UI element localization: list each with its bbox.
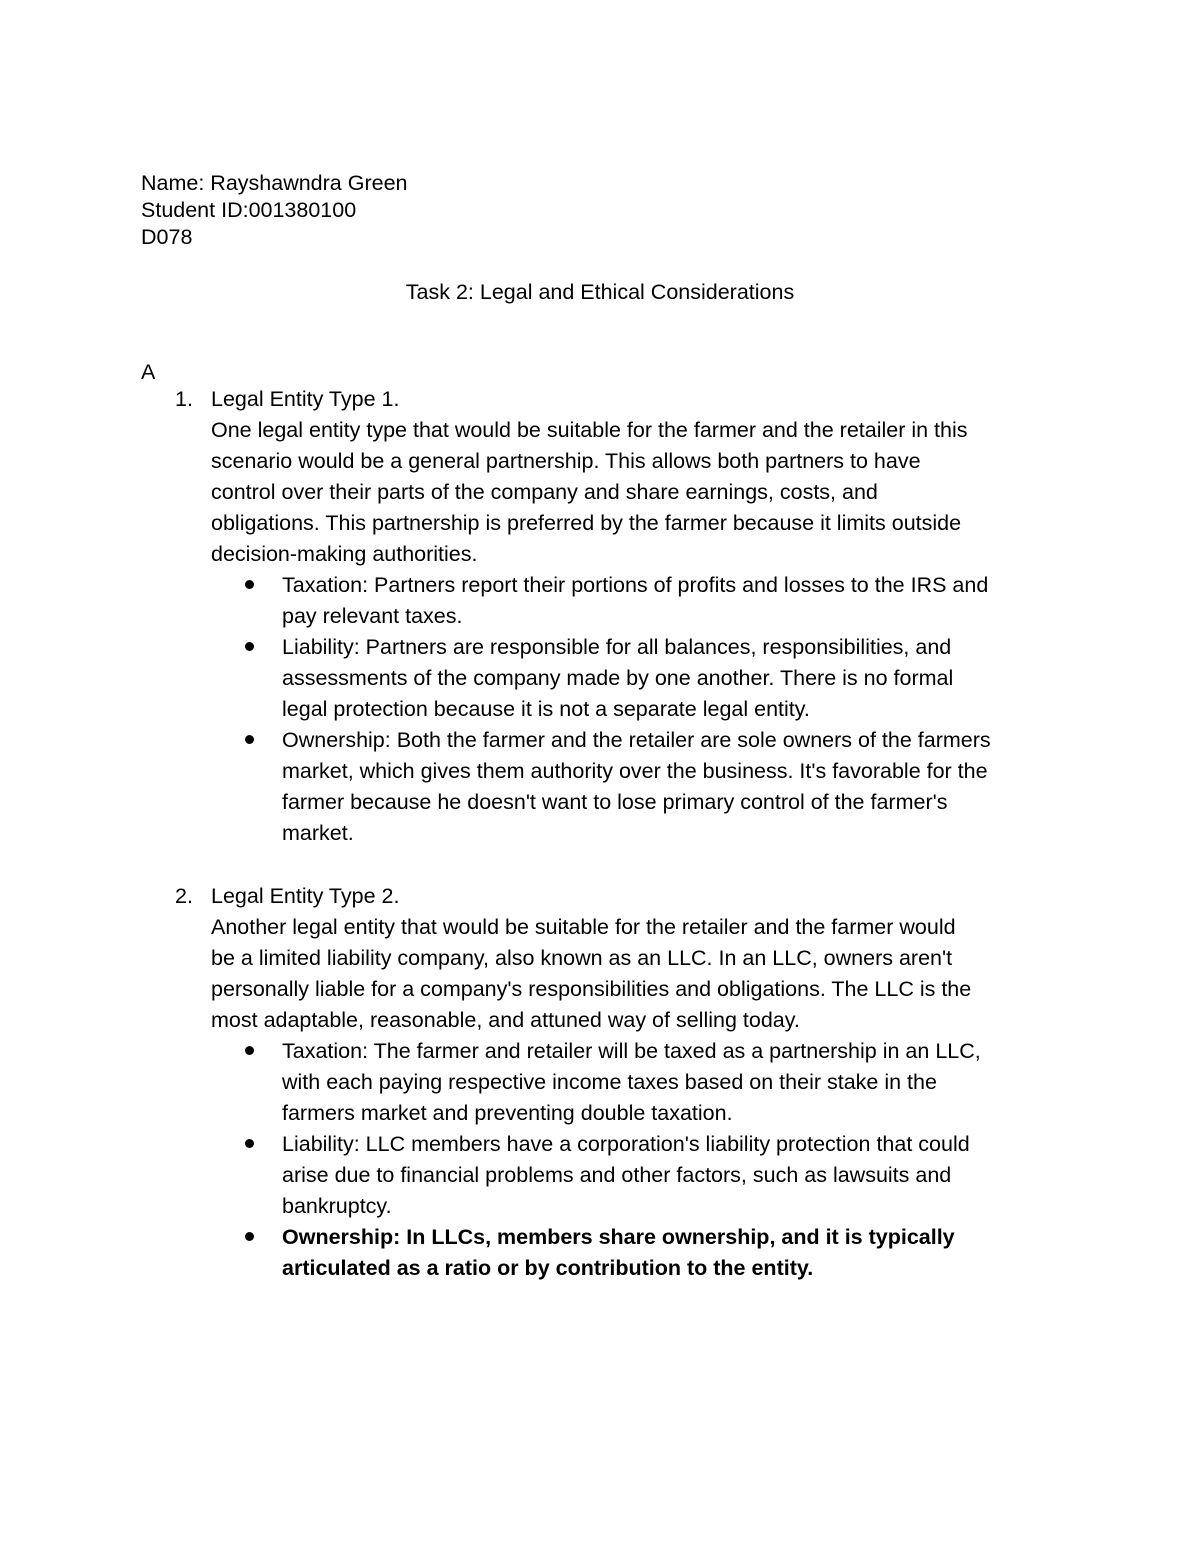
item2-taxation-line: farmers market and preventing double taxation.	[282, 1101, 733, 1125]
item1-liability-line: assessments of the company made by one another. There is no formal	[282, 666, 954, 690]
item2-paragraph-line: be a limited liability company, also known as an LLC. In an LLC, owners aren't	[211, 946, 953, 970]
bullet-dot	[245, 642, 254, 651]
document-title: Task 2: Legal and Ethical Considerations	[405, 280, 795, 304]
item1-liability-line: legal protection because it is not a separate legal entity.	[282, 697, 810, 721]
item2-liability-line: Liability: LLC members have a corporation's liability protection that could	[282, 1132, 970, 1156]
item2-liability-line: arise due to financial problems and other factors, such as lawsuits and	[282, 1163, 952, 1187]
bullet-dot	[245, 580, 254, 589]
section-label: A	[141, 360, 156, 384]
item2-ownership-line: Ownership: In LLCs, members share ownership, and it is typically	[282, 1225, 955, 1249]
item1-paragraph-line: scenario would be a general partnership. This allows both partners to have	[211, 449, 921, 473]
item1-paragraph-line: control over their parts of the company and share earnings, costs, and	[211, 480, 878, 504]
student-name: Name: Rayshawndra Green	[141, 171, 408, 195]
bullet-dot	[245, 1139, 254, 1148]
item2-number: 2.	[175, 884, 193, 908]
bullet-dot	[245, 1232, 254, 1241]
item2-taxation-line: with each paying respective income taxes based on their stake in the	[282, 1070, 937, 1094]
item2-paragraph-line: Another legal entity that would be suitable for the retailer and the farmer would	[211, 915, 956, 939]
item1-taxation-line: Taxation: Partners report their portions of profits and losses to the IRS and	[282, 573, 989, 597]
bullet-dot	[245, 735, 254, 744]
item2-heading: Legal Entity Type 2.	[211, 884, 400, 908]
item1-ownership-line: Ownership: Both the farmer and the retailer are sole owners of the farmers	[282, 728, 991, 752]
item1-paragraph-line: decision-making authorities.	[211, 542, 478, 566]
student-id: Student ID:001380100	[141, 198, 357, 222]
item2-ownership-line: articulated as a ratio or by contribution to the entity.	[282, 1256, 814, 1280]
item1-ownership-line: market.	[282, 821, 354, 845]
item1-liability-line: Liability: Partners are responsible for all balances, responsibilities, and	[282, 635, 952, 659]
item1-number: 1.	[175, 387, 193, 411]
item2-paragraph-line: personally liable for a company's responsibilities and obligations. The LLC is the	[211, 977, 972, 1001]
bullet-dot	[245, 1046, 254, 1055]
item2-taxation-line: Taxation: The farmer and retailer will be taxed as a partnership in an LLC,	[282, 1039, 981, 1063]
item2-liability-line: bankruptcy.	[282, 1194, 392, 1218]
item1-paragraph-line: One legal entity type that would be suitable for the farmer and the retailer in this	[211, 418, 968, 442]
item2-paragraph-line: most adaptable, reasonable, and attuned way of selling today.	[211, 1008, 800, 1032]
item1-taxation-line: pay relevant taxes.	[282, 604, 463, 628]
item1-ownership-line: market, which gives them authority over the business. It's favorable for the	[282, 759, 988, 783]
item1-ownership-line: farmer because he doesn't want to lose primary control of the farmer's	[282, 790, 948, 814]
course-code: D078	[141, 225, 193, 249]
item1-heading: Legal Entity Type 1.	[211, 387, 400, 411]
item1-paragraph-line: obligations. This partnership is preferred by the farmer because it limits outside	[211, 511, 962, 535]
